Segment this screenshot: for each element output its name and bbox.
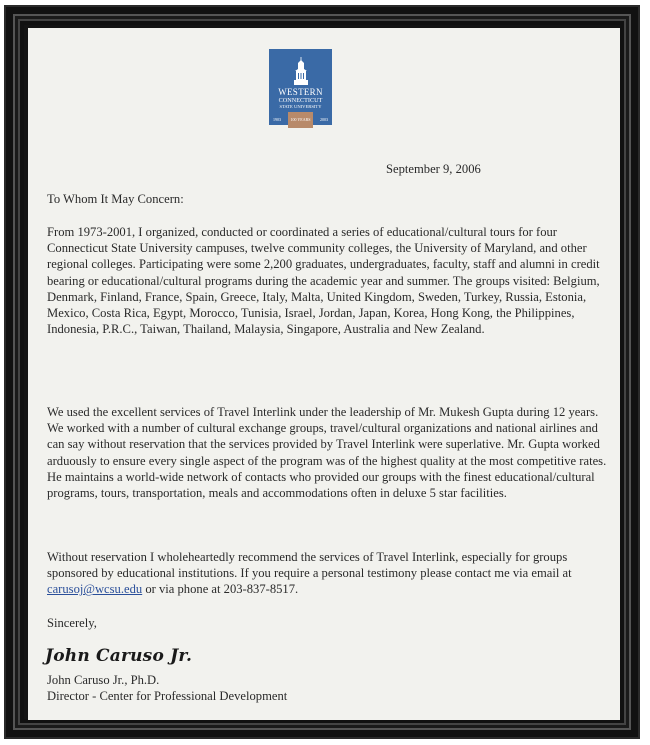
letter-paragraph-1: From 1973-2001, I organized, conducted or coordinated a series of educational/cultural tours for four Connecticut State University campuses, twelve community colleges, the University of Maryland, and other regional colleges. Participating were some 2,200 graduates, undergraduates, faculty, staff and alumni in credit bearing or educational/cultural programs during the academic year and summer. The groups visited: Belgium, Denmark, Finland, France, Spain, Greece, Italy, Malta, United Kingdom, Sweden, Turkey, Russia, Estonia, Mexico, Costa Rica, Egypt, Morocco, Tunisia, Israel, Jordan, Japan, Korea, Hong Kong, the Philippines, Indonesia, P.R.C., Taiwan, Thailand, Malaysia, Singapore, Australia and New Zealand. (47, 225, 600, 337)
letter-greeting: To Whom It May Concern: (47, 192, 184, 206)
clock-tower-icon (293, 57, 309, 87)
letter-paper (28, 28, 620, 720)
logo-line-3: STATE UNIVERSITY (279, 104, 322, 109)
logo-year-left: 1903 (273, 117, 281, 122)
letter-date: September 9, 2006 (386, 162, 481, 176)
logo-centennial-badge: 100 YEARS (288, 112, 314, 128)
university-logo (269, 49, 332, 125)
email-link[interactable]: carusoj@wcsu.edu (47, 582, 143, 597)
closing-text-before-email: Without reservation I wholeheartedly recommend the services of Travel Interlink, especially for groups sponsored by educational institutions. If you require a personal testimony please contact me via email at (47, 550, 572, 581)
sign-off: Sincerely, (47, 616, 97, 630)
signer-name: John Caruso Jr., Ph.D. (47, 673, 160, 687)
closing-text-after-email: or via phone at 203-837-8517. (142, 582, 299, 597)
logo-year-right: 2003 (320, 117, 328, 122)
handwritten-signature: John Caruso Jr. (45, 646, 193, 666)
logo-line-1: WESTERN (278, 87, 323, 97)
letter-paragraph-3 (47, 549, 607, 598)
logo-line-2: CONNECTICUT (278, 97, 323, 104)
logo-years (273, 112, 328, 128)
signer-title: Director - Center for Professional Development (47, 689, 288, 703)
letter-paragraph-2: We used the excellent services of Travel Interlink under the leadership of Mr. Mukesh Gupta during 12 years. We worked with a number of cultural exchange groups, travel/cultural organizations and national airlines and can say without reservation that the services provided by Travel Interlink were superlative. Mr. Gupta worked arduously to ensure every single aspect of the program was of the highest quality at the most competitive rates. He maintains a world-wide network of contacts who provided our groups with the finest educational/cultural programs, tours, transportation, meals and accommodations often in deluxe 5 star facilities. (47, 405, 607, 501)
